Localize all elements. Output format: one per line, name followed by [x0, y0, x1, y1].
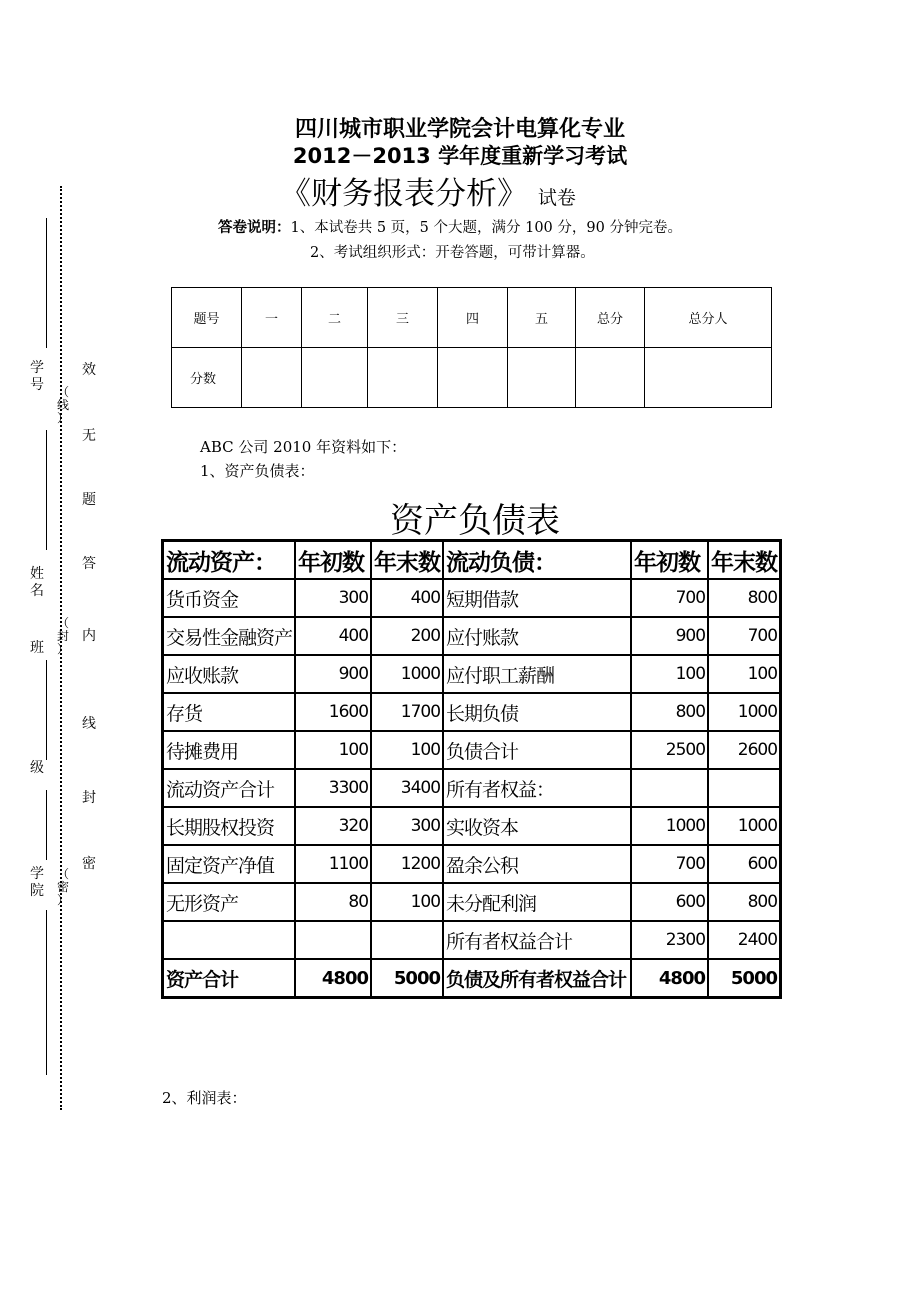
exam-title [280, 168, 576, 213]
score-header-cell: 一 [242, 288, 302, 348]
balance-sheet-total-row [163, 959, 781, 998]
balance-sheet-cell [371, 921, 443, 959]
header-cell: 年末数 [708, 541, 781, 580]
balance-sheet-cell: 应付账款 [443, 617, 631, 655]
balance-sheet-cell: 3400 [371, 769, 443, 807]
balance-sheet-cell: 200 [371, 617, 443, 655]
balance-sheet-cell: 900 [631, 617, 708, 655]
margin-char: 线 [82, 716, 96, 732]
balance-sheet-cell: 应付职工薪酬 [443, 655, 631, 693]
score-input-cell[interactable] [576, 348, 645, 408]
balance-sheet-cell: 2500 [631, 731, 708, 769]
balance-sheet-cell: 700 [631, 579, 708, 617]
balance-sheet-cell [163, 921, 296, 959]
balance-sheet-cell: 300 [295, 579, 371, 617]
balance-sheet-cell: 长期股权投资 [163, 807, 296, 845]
header-cell: 流动资产： [163, 541, 296, 580]
score-header-cell: 总分 [576, 288, 645, 348]
balance-sheet-title: 资产负债表 [390, 501, 560, 541]
margin-char: 封 [82, 790, 96, 806]
margin-char: 无 [82, 428, 96, 444]
class-underline [46, 660, 47, 760]
intro-text: ABC 公司 2010 年资料如下： [200, 438, 407, 456]
balance-sheet-cell: 800 [708, 579, 781, 617]
balance-sheet-cell: 600 [708, 845, 781, 883]
score-input-cell[interactable] [508, 348, 576, 408]
grade-underline [46, 790, 47, 860]
instructions-line-2: 2、考试组织形式：开卷答题，可带计算器。 [310, 245, 595, 261]
course-title: 《财务报表分析》 [280, 176, 528, 212]
balance-sheet-cell: 600 [631, 883, 708, 921]
balance-sheet-row [163, 883, 781, 921]
score-input-cell[interactable] [242, 348, 302, 408]
balance-sheet-cell: 货币资金 [163, 579, 296, 617]
balance-sheet-table [161, 539, 782, 999]
balance-sheet-cell: 负债合计 [443, 731, 631, 769]
total-cell: 资产合计 [163, 959, 296, 998]
balance-sheet-cell [295, 921, 371, 959]
balance-sheet-cell: 2300 [631, 921, 708, 959]
balance-sheet-cell: 900 [295, 655, 371, 693]
margin-char: 效 [82, 362, 96, 378]
score-header-cell: 三 [368, 288, 438, 348]
score-header-row [172, 288, 772, 348]
balance-sheet-cell: 应收账款 [163, 655, 296, 693]
balance-sheet-header-row [163, 541, 781, 580]
balance-sheet-cell: 320 [295, 807, 371, 845]
balance-sheet-cell: 100 [708, 655, 781, 693]
balance-sheet-cell: 1200 [371, 845, 443, 883]
balance-sheet-cell: 3300 [295, 769, 371, 807]
margin-char: 题 [82, 492, 96, 508]
balance-sheet-cell: 100 [295, 731, 371, 769]
margin-char: 答 [82, 556, 96, 572]
total-cell: 4800 [631, 959, 708, 998]
balance-sheet-cell: 700 [708, 617, 781, 655]
balance-sheet-cell: 1000 [708, 693, 781, 731]
college-label: 学 院 [30, 866, 44, 899]
balance-sheet-cell: 80 [295, 883, 371, 921]
instructions-text-1: 1、本试卷共 5 页，5 个大题，满分 100 分，90 分钟完卷。 [290, 220, 682, 236]
balance-sheet-cell: 所有者权益合计 [443, 921, 631, 959]
margin-char: 密 [82, 856, 96, 872]
balance-sheet-cell: 1000 [631, 807, 708, 845]
score-header-cell: 题号 [172, 288, 242, 348]
header-cell: 流动负债： [443, 541, 631, 580]
school-major-heading: 四川城市职业学院会计电算化专业 [294, 117, 625, 142]
balance-sheet-cell [631, 769, 708, 807]
balance-sheet-row [163, 845, 781, 883]
instructions-label: 答卷说明： [218, 219, 291, 236]
balance-sheet-cell: 固定资产净值 [163, 845, 296, 883]
seal-secret-marker: （ 密 ） [56, 867, 69, 907]
header-cell: 年初数 [295, 541, 371, 580]
balance-sheet-cell: 交易性金融资产 [163, 617, 296, 655]
balance-sheet-cell: 未分配利润 [443, 883, 631, 921]
balance-sheet-cell: 400 [295, 617, 371, 655]
score-value-row [172, 348, 772, 408]
balance-sheet-cell: 盈余公积 [443, 845, 631, 883]
score-header-cell: 总分人 [645, 288, 772, 348]
section-2-heading: 2、利润表： [162, 1089, 247, 1107]
balance-sheet-row [163, 731, 781, 769]
balance-sheet-row [163, 807, 781, 845]
balance-sheet-cell: 流动资产合计 [163, 769, 296, 807]
total-cell: 5000 [371, 959, 443, 998]
balance-sheet-row [163, 921, 781, 959]
balance-sheet-cell: 短期借款 [443, 579, 631, 617]
instructions-line-1 [218, 216, 682, 237]
balance-sheet-cell: 100 [631, 655, 708, 693]
balance-sheet-cell [708, 769, 781, 807]
score-header-cell: 四 [438, 288, 508, 348]
balance-sheet-row [163, 617, 781, 655]
score-input-cell[interactable] [645, 348, 772, 408]
class-label: 班 [30, 640, 44, 656]
college-underline [46, 910, 47, 1075]
section-1-heading: 1、资产负债表： [200, 462, 315, 480]
balance-sheet-row [163, 693, 781, 731]
exam-term-heading: 2012－2013 学年度重新学习考试 [292, 144, 628, 168]
balance-sheet-cell: 实收资本 [443, 807, 631, 845]
balance-sheet-cell: 800 [708, 883, 781, 921]
balance-sheet-cell: 无形资产 [163, 883, 296, 921]
header-cell: 年末数 [371, 541, 443, 580]
course-title-suffix: 试卷 [537, 187, 576, 209]
balance-sheet-cell: 400 [371, 579, 443, 617]
grade-label: 级 [30, 760, 44, 776]
balance-sheet-cell: 待摊费用 [163, 731, 296, 769]
balance-sheet-cell: 700 [631, 845, 708, 883]
balance-sheet-cell: 存货 [163, 693, 296, 731]
score-table [171, 287, 772, 408]
total-cell: 5000 [708, 959, 781, 998]
balance-sheet-cell: 100 [371, 883, 443, 921]
balance-sheet-row [163, 655, 781, 693]
balance-sheet-cell: 所有者权益： [443, 769, 631, 807]
seal-line-marker: （ 线 ） [56, 385, 69, 425]
balance-sheet-cell: 1600 [295, 693, 371, 731]
balance-sheet-cell: 100 [371, 731, 443, 769]
seal-seal-marker: （ 封 ） [56, 616, 69, 656]
balance-sheet-cell: 1000 [708, 807, 781, 845]
margin-char: 内 [82, 628, 96, 644]
score-row-label: 分数 [172, 348, 242, 408]
total-cell: 负债及所有者权益合计 [443, 959, 631, 998]
balance-sheet-cell: 长期负债 [443, 693, 631, 731]
score-header-cell: 二 [302, 288, 368, 348]
balance-sheet-cell: 2600 [708, 731, 781, 769]
score-input-cell[interactable] [302, 348, 368, 408]
score-header-cell: 五 [508, 288, 576, 348]
balance-sheet-row [163, 579, 781, 617]
balance-sheet-row [163, 769, 781, 807]
total-cell: 4800 [295, 959, 371, 998]
balance-sheet-cell: 1000 [371, 655, 443, 693]
balance-sheet-cell: 1100 [295, 845, 371, 883]
balance-sheet-cell: 800 [631, 693, 708, 731]
header-cell: 年初数 [631, 541, 708, 580]
score-input-cell[interactable] [368, 348, 438, 408]
balance-sheet-body [163, 579, 781, 959]
score-input-cell[interactable] [438, 348, 508, 408]
student-id-label: 学 号 [30, 360, 44, 393]
balance-sheet-cell: 1700 [371, 693, 443, 731]
name-label: 姓 名 [30, 566, 44, 599]
student-id-underline [46, 218, 47, 348]
balance-sheet-cell: 300 [371, 807, 443, 845]
balance-sheet-cell: 2400 [708, 921, 781, 959]
